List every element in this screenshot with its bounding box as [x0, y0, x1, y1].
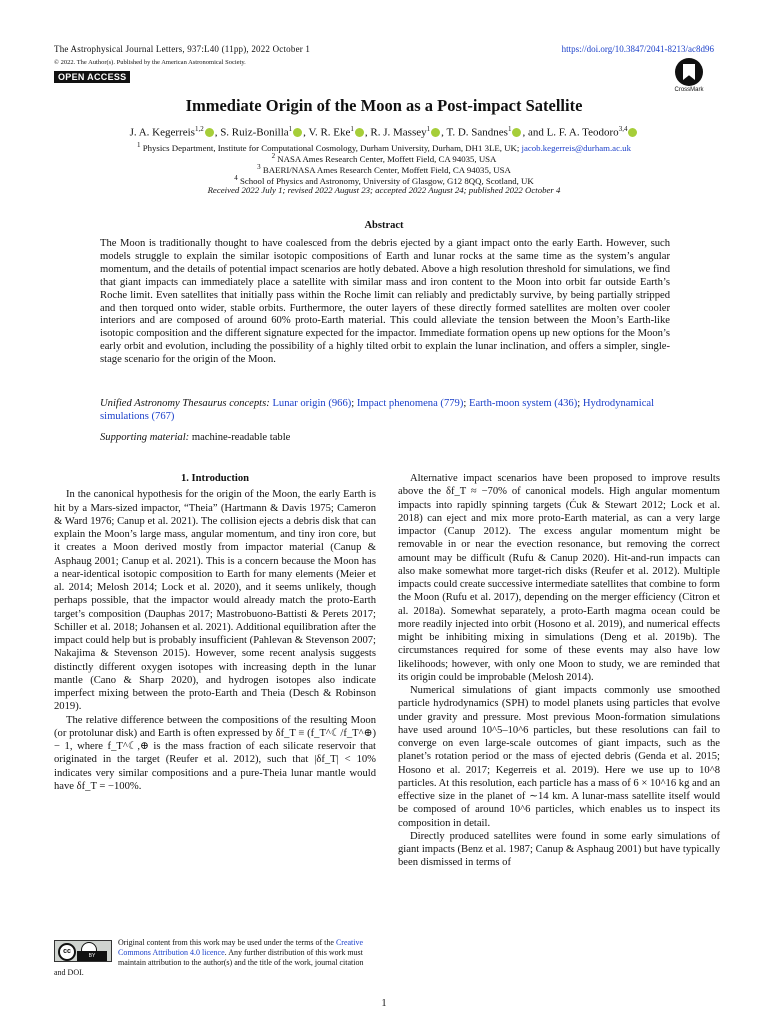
supporting-text[interactable]: machine-readable table: [191, 432, 291, 443]
affil-text: School of Physics and Astronomy, University of Glasgow, G12 8QQ, Scotland, UK: [239, 175, 534, 186]
orcid-icon[interactable]: [628, 128, 637, 137]
doi-link[interactable]: https://doi.org/10.3847/2041-8213/ac8d96: [561, 44, 714, 54]
author-name[interactable]: J. A. Kegerreis: [129, 126, 195, 139]
paragraph: The relative difference between the compositions of the resulting Moon (or protolunar disk) and Earth is often expressed by δf_T ≡ (f_T^☾/f_T^⊕) − 1, where f_T^☾,⊕ is the mass fraction of each silicate reservoir that originated in the target (Reufer et al. 2012), such that |δf_T| < 10% indicates very similar compositions and a pure-Theia lunar mantle would have δf_T = −100%.: [54, 714, 376, 792]
supporting-label: Supporting material:: [100, 432, 190, 443]
keywords: Unified Astronomy Thesaurus concepts: Lunar origin (966); Impact phenomena (779); Earth-moon system (436); Hydrodynamical simulations (767): [100, 398, 655, 422]
affil-number: 3: [257, 163, 261, 171]
paper-title: Immediate Origin of the Moon as a Post-impact Satellite: [185, 96, 583, 115]
orcid-icon[interactable]: [431, 128, 440, 137]
cc-label: cc: [58, 943, 76, 961]
orcid-icon[interactable]: [293, 128, 302, 137]
keyword-link[interactable]: Hydrodynamical simulations (767): [100, 398, 655, 422]
keyword-link[interactable]: Impact phenomena (779): [356, 398, 464, 409]
license-text: Original content from this work may be used under the terms of the: [118, 938, 334, 947]
crossmark-button[interactable]: [672, 58, 706, 93]
supporting-material: [100, 432, 670, 443]
author-name[interactable]: , V. R. Eke: [303, 126, 351, 139]
right-column: [398, 472, 720, 870]
crossmark-label: CrossMark: [674, 87, 704, 93]
license-notice: [54, 938, 374, 978]
affil-ref[interactable]: 1,2: [194, 125, 204, 133]
crossmark-icon: [675, 58, 703, 86]
paragraph: Numerical simulations of giant impacts commonly use smoothed particle hydrodynamics (SPH) to model planets using particles that evolve under gravity and pressure. Most previous Moon-formation simulations have used around 10^5–10^6 particles, but these resolutions can fail to converge on even large-scale outcomes of giant impacts, such as the planet’s rotation period or the mass of ejected debris (Genda et al. 2015; Hosono et al. 2017; Kegerreis et al. 2019). Here we use up to 10^8 particles. At this resolution, each particle has a mass of 6 × 10^16 kg and an effective size in the planet of ∼14 km. A lunar-mass satellite itself would be composed of around 10^6 particles, which enables us to inspect its composition in detail.: [398, 685, 720, 829]
author-name[interactable]: , and L. F. A. Teodoro: [522, 126, 619, 139]
affil-ref[interactable]: 1: [350, 125, 354, 133]
affil-number: 4: [234, 174, 238, 182]
license-text: . Any further distribution of this work must maintain attribution to the author(s) and the title of the work, journal citation and DOI.: [54, 948, 364, 977]
affil-ref[interactable]: 3,4: [618, 125, 628, 133]
paragraph: Alternative impact scenarios have been proposed to improve results above the δf_T ≈ −70% of canonical models. High angular momentum impacts into rapidly spinning targets (Ćuk & Stewart 2012; Lock et al. 2018) can eject and mix more proto-Earth material, as can a very large impactor (Canup 2012). The excess angular momentum might be removable in or near the evection resonance, but removing the correct amount may be difficult (Rufu & Canup 2020). Hit-and-run impacts can also make somewhat more target-rich disks (Reufer et al. 2012). Multiple impacts could create successive intermediate satellites that combine to form the Moon (Rufu et al. 2017), depending on the merger efficiency (Citron et al. 2018a). Somewhat separately, a proto-Earth magma ocean could be more readily injected into orbit (Hosono et al. 2019), and numerical effects might be inhibiting mixing in simulations (Deng et al. 2019b). The circumstances required for some of these events may also have low likelihoods; however, with only one Moon to study, we are reminded that its origin could be improbable (Melosh 2014).: [398, 473, 720, 683]
email-link[interactable]: jacob.kegerreis@durham.ac.uk: [521, 142, 631, 153]
left-column: [54, 472, 376, 793]
affil-number: 2: [271, 152, 276, 160]
keyword-link[interactable]: Lunar origin (966): [272, 398, 352, 409]
by-label: BY: [77, 951, 107, 961]
orcid-icon[interactable]: [512, 128, 521, 137]
abstract-heading: Abstract: [364, 220, 404, 231]
author-name[interactable]: , R. J. Massey: [364, 126, 427, 139]
affil-ref[interactable]: 1: [507, 125, 512, 133]
affil-number: 1: [137, 141, 141, 149]
open-access-badge: OPEN ACCESS: [54, 71, 130, 83]
journal-citation: The Astrophysical Journal Letters, 937:L40 (11pp), 2022 October 1: [54, 44, 311, 54]
abstract-text: The Moon is traditionally thought to have coalesced from the debris ejected by a giant impact onto the early Earth. However, such models struggle to explain the similar isotopic compositions of Earth and lunar rocks at the same time as the system’s angular momentum, and the details of potential impact scenarios are hotly debated. Above a high resolution threshold for simulations, we find that giant impacts can immediately place a satellite with similar mass and iron content to the Moon into orbit far outside Earth’s Roche limit. Even satellites that initially pass within the Roche limit can reliably and predictably survive, by being partially stripped and then torqued onto wider, stable orbits. Furthermore, the outer layers of these directly formed satellites are molten over cooler interiors and are composed of around 60% proto-Earth material. This could alleviate the tension between the Moon’s Earth-like isotopic composition and the different signature expected for the impactor. Immediate formation opens up new options for the Moon’s early orbit and evolution, including the possibility of a highly tilted orbit to explain the lunar inclination, and offers a simpler, single-stage scenario for the origin of the Moon.: [100, 238, 670, 366]
cc-by-icon[interactable]: [54, 940, 112, 962]
affil-ref[interactable]: 1: [288, 125, 293, 133]
keywords-label: Unified Astronomy Thesaurus concepts:: [100, 398, 270, 409]
orcid-icon[interactable]: [205, 128, 214, 137]
paragraph: Directly produced satellites were found in some early simulations of giant impacts (Benz et al. 1987; Canup & Asphaug 2001) but have typically been dismissed in terms of: [398, 830, 720, 869]
author-name[interactable]: , T. D. Sandnes: [441, 126, 508, 139]
license-link[interactable]: Creative Commons Attribution 4.0 licence: [118, 938, 364, 957]
received-dates: Received 2022 July 1; revised 2022 August 23; accepted 2022 August 24; published 2022 October 4: [207, 185, 561, 195]
paragraph: In the canonical hypothesis for the origin of the Moon, the early Earth is hit by a Mars-sized impactor, “Theia” (Hartmann & Davis 1975; Cameron & Ward 1976; Canup et al. 2021). The collision ejects a debris disk that can explain the Moon’s large mass, angular momentum, and tiny iron core, but it creates a Moon derived mostly from impactor material (Canup & Asphaug 2001; Canup et al. 2021). This is a concern because the Moon has a near-identical isotopic composition to Earth for many elements (Meier et al. 2014; Melosh 2014; Lock et al. 2020), and it seems unlikely, though perhaps possible, that the impactor would already match the proto-Earth target’s composition (Dauphas 2017; Mastrobuono-Battisti & Perets 2017; Schiller et al. 2018; Johansen et al. 2021). Additional equilibration after the impact could help but is probably insufficient (Pahlevan & Stevenson 2007; Nakajima & Stevenson 2015). However, some recent analysis suggests distinctly different oxygen isotopes with increasing depth in the lunar mantle (Cano & Sharp 2020), and hydrogen isotopes also indicate imperfect mixing between the proto-Earth and Theia (Desch & Robinson 2019).: [54, 489, 376, 713]
copyright-notice: © 2022. The Author(s). Published by the American Astronomical Society.: [54, 59, 246, 66]
keyword-link[interactable]: Earth-moon system (436): [468, 398, 578, 409]
orcid-icon[interactable]: [355, 128, 364, 137]
affil-text: Physics Department, Institute for Computational Cosmology, Durham University, Durham, DH1 3LE, UK;: [142, 142, 520, 153]
author-list: [0, 125, 768, 139]
affil-ref[interactable]: 1: [426, 125, 431, 133]
page-number: 1: [381, 998, 387, 1009]
affil-text: BAERI/NASA Ames Research Center, Moffett Field, CA 94035, USA: [262, 164, 511, 175]
affil-text: NASA Ames Research Center, Moffett Field, CA 94035, USA: [277, 153, 497, 164]
abstract-body: [100, 238, 670, 367]
section-heading: 1. Introduction: [180, 473, 250, 484]
author-name[interactable]: , S. Ruiz-Bonilla: [214, 126, 289, 139]
